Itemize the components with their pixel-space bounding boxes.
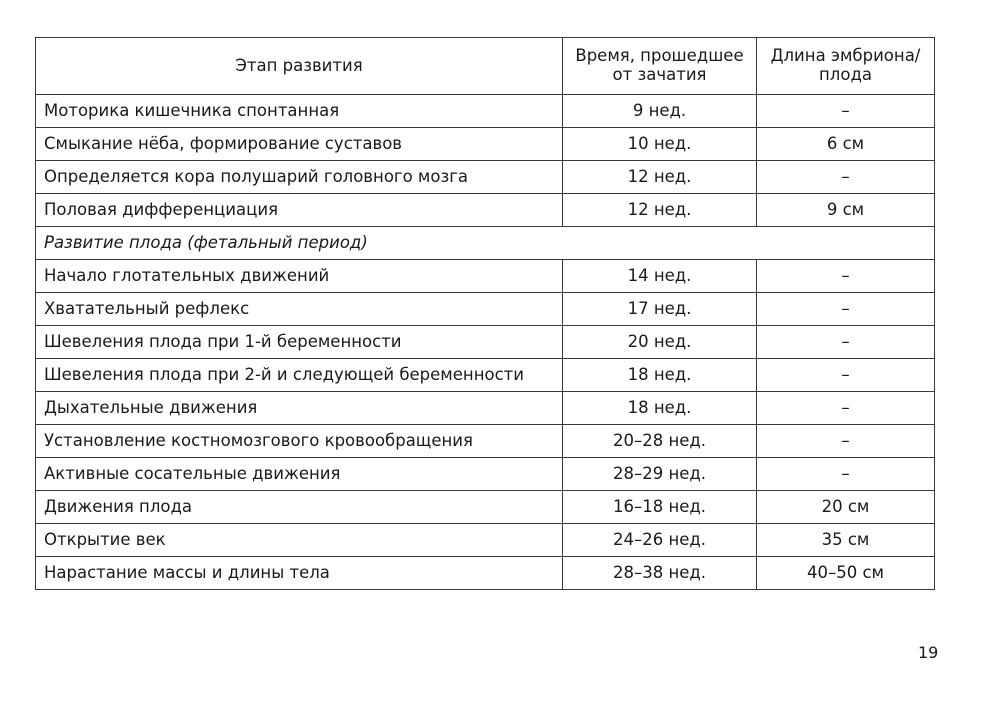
time-cell: 18 нед. — [563, 392, 757, 425]
length-cell: – — [757, 425, 935, 458]
time-cell: 20 нед. — [563, 326, 757, 359]
time-cell: 17 нед. — [563, 293, 757, 326]
stage-cell: Дыхательные движения — [36, 392, 563, 425]
length-cell: – — [757, 260, 935, 293]
table-row — [36, 194, 935, 227]
stage-cell: Движения плода — [36, 491, 563, 524]
time-cell: 18 нед. — [563, 359, 757, 392]
table-header — [36, 38, 935, 95]
stage-cell: Определяется кора полушарий головного мозга — [36, 161, 563, 194]
table-row — [36, 293, 935, 326]
time-cell: 9 нед. — [563, 95, 757, 128]
time-cell: 28–29 нед. — [563, 458, 757, 491]
header-length: Длина эмбриона/ плода — [757, 38, 935, 95]
header-row — [36, 38, 935, 95]
time-cell: 14 нед. — [563, 260, 757, 293]
development-stages-table — [35, 37, 935, 590]
table-body — [36, 95, 935, 590]
table-row — [36, 458, 935, 491]
length-cell: 35 см — [757, 524, 935, 557]
stage-cell: Начало глотательных движений — [36, 260, 563, 293]
stage-cell: Смыкание нёба, формирование суставов — [36, 128, 563, 161]
page-number: 19 — [918, 643, 939, 662]
table-row — [36, 95, 935, 128]
length-cell: – — [757, 326, 935, 359]
length-cell: 9 см — [757, 194, 935, 227]
table-row — [36, 359, 935, 392]
time-cell: 12 нед. — [563, 194, 757, 227]
time-cell: 20–28 нед. — [563, 425, 757, 458]
table-row — [36, 491, 935, 524]
table-row — [36, 524, 935, 557]
table-row — [36, 161, 935, 194]
stage-cell: Установление костномозгового кровообращения — [36, 425, 563, 458]
table-row — [36, 128, 935, 161]
stage-cell: Моторика кишечника спонтанная — [36, 95, 563, 128]
length-cell: – — [757, 293, 935, 326]
table-row — [36, 557, 935, 590]
stage-cell: Активные сосательные движения — [36, 458, 563, 491]
length-cell: – — [757, 95, 935, 128]
stage-cell: Нарастание массы и длины тела — [36, 557, 563, 590]
length-cell: 40–50 см — [757, 557, 935, 590]
stage-cell: Открытие век — [36, 524, 563, 557]
table-row — [36, 392, 935, 425]
time-cell: 16–18 нед. — [563, 491, 757, 524]
time-cell: 24–26 нед. — [563, 524, 757, 557]
time-cell: 10 нед. — [563, 128, 757, 161]
section-row — [36, 227, 935, 260]
stage-cell: Шевеления плода при 1-й беременности — [36, 326, 563, 359]
table-row — [36, 326, 935, 359]
stage-cell: Половая дифференциация — [36, 194, 563, 227]
table-row — [36, 425, 935, 458]
length-cell: – — [757, 458, 935, 491]
stage-cell: Шевеления плода при 2-й и следующей беременности — [36, 359, 563, 392]
header-time: Время, прошедшее от зачатия — [563, 38, 757, 95]
time-cell: 12 нед. — [563, 161, 757, 194]
stage-cell: Хватательный рефлекс — [36, 293, 563, 326]
section-title-fetal-period: Развитие плода (фетальный период) — [36, 227, 935, 260]
header-stage: Этап развития — [36, 38, 563, 95]
length-cell: – — [757, 161, 935, 194]
length-cell: – — [757, 359, 935, 392]
time-cell: 28–38 нед. — [563, 557, 757, 590]
length-cell: – — [757, 392, 935, 425]
length-cell: 20 см — [757, 491, 935, 524]
length-cell: 6 см — [757, 128, 935, 161]
table-row — [36, 260, 935, 293]
